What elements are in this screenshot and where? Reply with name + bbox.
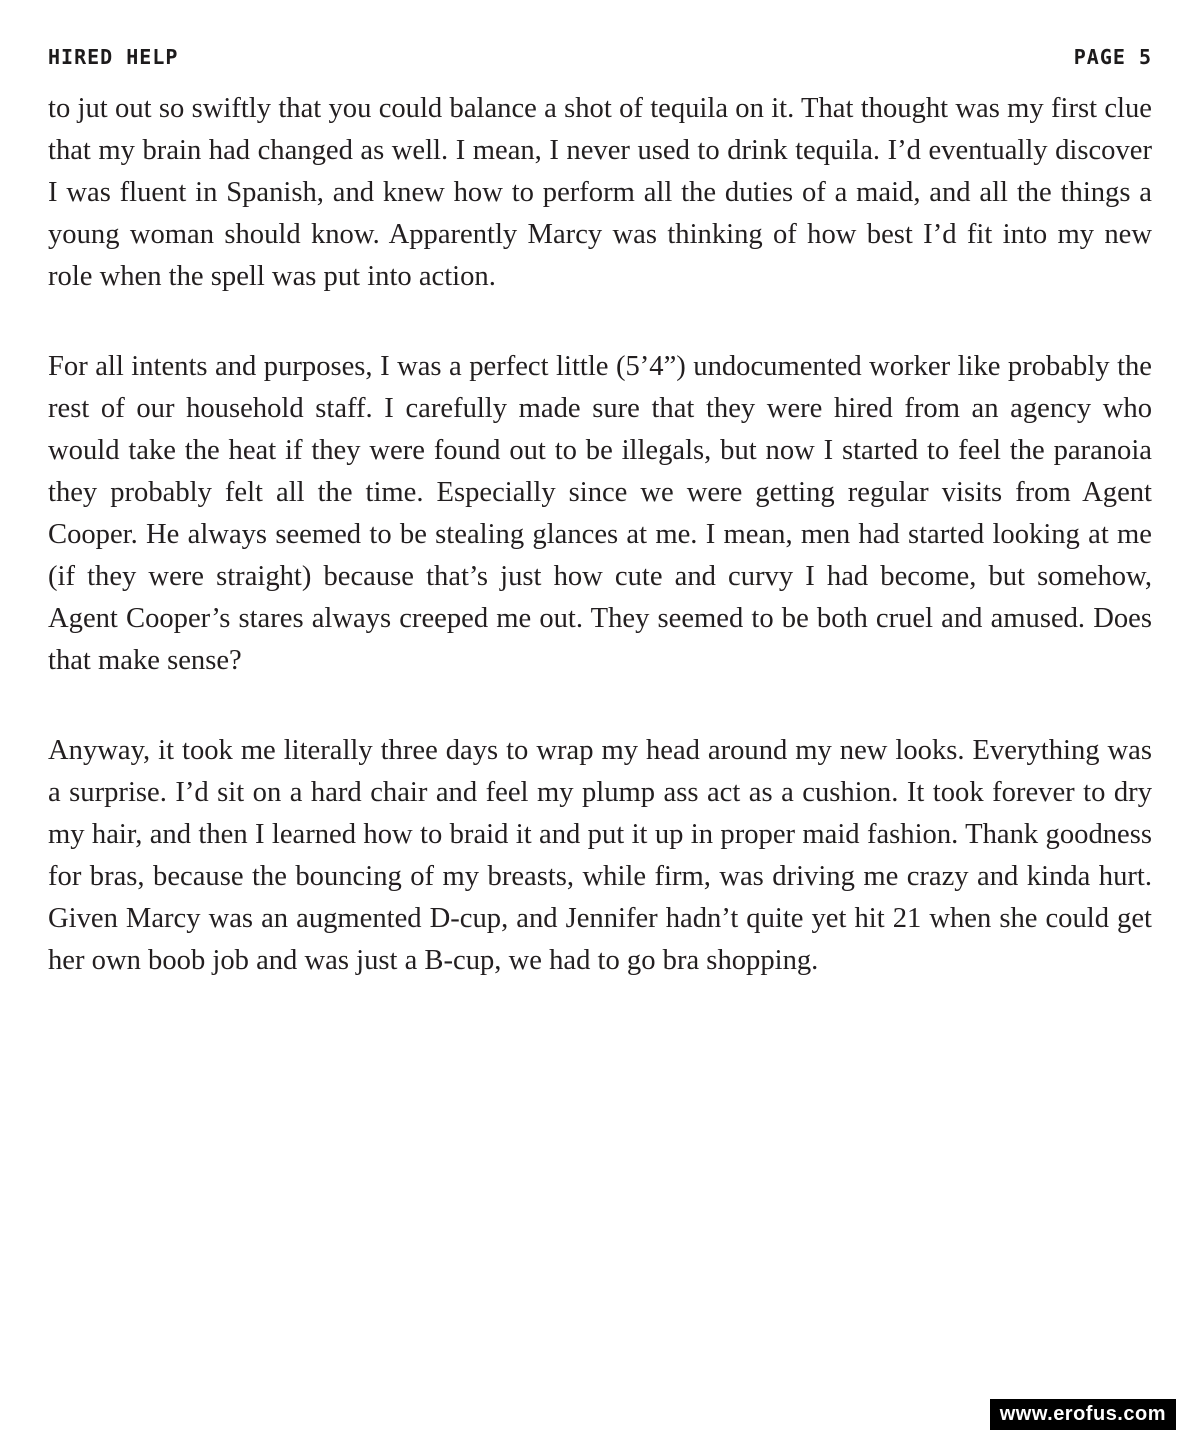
paragraph: For all intents and purposes, I was a perfect little (5’4”) undocumented worker like probably the rest of our household staff. I carefully made sure that they were hired from an agency who would take the heat if they were found out to be illegals, but now I started to feel the paranoia they probably felt all the time. Especially since we were getting regular visits from Agent Cooper. He always seemed to be stealing glances at me. I mean, men had started looking at me (if they were straight) because that’s just how cute and curvy I had become, but somehow, Agent Cooper’s stares always creeped me out. They seemed to be both cruel and amused. Does that make sense?: [48, 351, 1152, 676]
page-number: PAGE 5: [1073, 45, 1152, 69]
body-text: [48, 88, 1152, 1030]
watermark: www.erofus.com: [990, 1399, 1176, 1430]
running-title: HIRED HELP: [48, 45, 179, 69]
paragraph: to jut out so swiftly that you could balance a shot of tequila on it. That thought was my first clue that my brain had changed as well. I mean, I never used to drink tequila. I’d eventually discover I was fluent in Spanish, and knew how to perform all the duties of a maid, and all the things a young woman should know. Apparently Marcy was thinking of how best I’d fit into my new role when the spell was put into action.: [48, 93, 1152, 292]
page-header: [48, 42, 1152, 72]
paragraph: Anyway, it took me literally three days to wrap my head around my new looks. Everything was a surprise. I’d sit on a hard chair and feel my plump ass act as a cushion. It took forever to dry my hair, and then I learned how to braid it and put it up in proper maid fashion. Thank goodness for bras, because the bouncing of my breasts, while firm, was driving me crazy and kinda hurt. Given Marcy was an augmented D-cup, and Jennifer hadn’t quite yet hit 21 when she could get her own boob job and was just a B-cup, we had to go bra shopping.: [48, 735, 1152, 976]
